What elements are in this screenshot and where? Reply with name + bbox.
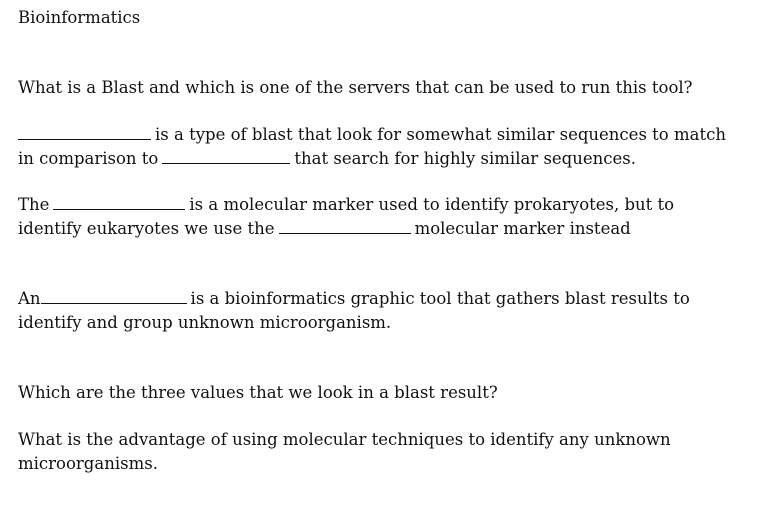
answer-blank[interactable] bbox=[41, 288, 187, 304]
question-2-text: is a type of blast that look for somewhat similar sequences to match bbox=[155, 125, 726, 144]
answer-blank[interactable] bbox=[18, 124, 151, 140]
question-6-line-1: What is the advantage of using molecular techniques to identify any unknown bbox=[18, 430, 671, 449]
question-4-line-1 bbox=[18, 287, 690, 311]
answer-blank[interactable] bbox=[53, 194, 185, 210]
answer-blank[interactable] bbox=[162, 148, 290, 164]
question-6-line-2: microorganisms. bbox=[18, 454, 158, 473]
question-2-line-1 bbox=[18, 123, 726, 147]
question-3-prefix-2: identify eukaryotes we use the bbox=[18, 219, 275, 238]
answer-blank[interactable] bbox=[279, 218, 411, 234]
question-5: Which are the three values that we look in a blast result? bbox=[18, 383, 498, 402]
document-page bbox=[18, 0, 758, 520]
question-3-prefix: The bbox=[18, 195, 50, 214]
question-3-line-2 bbox=[18, 217, 631, 241]
question-3-suffix-2: molecular marker instead bbox=[414, 219, 631, 238]
question-3-line-1 bbox=[18, 193, 674, 217]
question-4-prefix: An bbox=[18, 289, 41, 308]
question-4-line-2: identify and group unknown microorganism. bbox=[18, 313, 392, 332]
question-2-suffix: that search for highly similar sequences. bbox=[294, 149, 636, 168]
question-4-suffix: is a bioinformatics graphic tool that gathers blast results to bbox=[190, 289, 690, 308]
question-2-line-2 bbox=[18, 147, 636, 171]
document-title: Bioinformatics bbox=[18, 8, 141, 27]
question-1: What is a Blast and which is one of the servers that can be used to run this tool? bbox=[18, 78, 693, 97]
question-2-prefix: in comparison to bbox=[18, 149, 159, 168]
question-3-suffix: is a molecular marker used to identify prokaryotes, but to bbox=[189, 195, 675, 214]
